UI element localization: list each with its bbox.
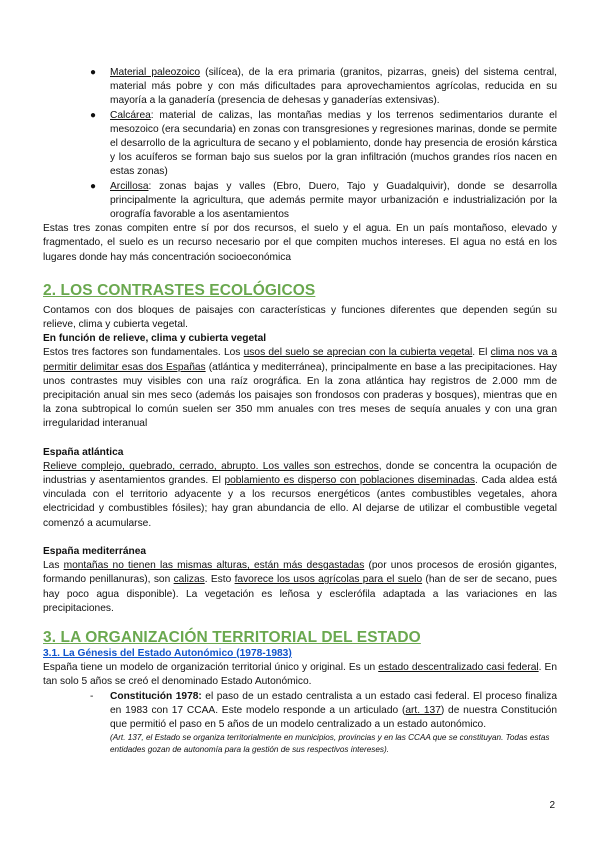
underlined-text: calizas (173, 574, 205, 586)
underlined-text: clima nos va a permitir delimitar esas dos Españas (43, 347, 558, 373)
text: (por unos procesos de erosión gigantes, formando penillanuras), son (43, 560, 557, 586)
text: . Cada aldea está vinculada con el territorio adyacente y a los recursos energéticos (antes combustibles vegetales, ahora electricidad y combustibles fósiles); hay gran abundancia de ello. Al dejarse de utilizar el combustible vegetal comenzó a acumularse. (43, 475, 558, 529)
subheading: España mediterránea (43, 545, 147, 557)
subheading: En función de relieve, clima y cubierta vegetal (43, 333, 267, 345)
dash-marker: - (90, 690, 94, 702)
text: . El (472, 347, 491, 359)
underlined-text: usos del suelo se aprecian con la cubierta vegetal (243, 347, 473, 359)
bullet-icon: ● (90, 67, 97, 78)
list-item (43, 180, 557, 223)
subsection-heading: 3.1. La Génesis del Estado Autonómico (1978-1983) (43, 647, 292, 659)
underlined-text: Relieve complejo, quebrado, cerrado, abrupto. Los valles son estrechos (43, 460, 379, 472)
paragraph-factores (43, 346, 557, 431)
text: España tiene un modelo de organización territorial único y original. Es un (43, 662, 379, 674)
text: el paso de un estado centralista a un estado casi federal. El proceso finaliza en 1983 con 17 CCAA. Este modelo responde a un articulado ( (110, 690, 557, 716)
text: ) de nuestra Constitución que permitió el paso en 5 años de un modelo centralizado a un estado autonómico. (110, 704, 557, 730)
underlined-text: montañas no tienen las mismas alturas, están más desgastadas (63, 560, 365, 572)
underlined-text: poblamiento es disperso con poblaciones diseminadas (224, 475, 475, 487)
list-item (43, 66, 557, 109)
text: . Esto (204, 574, 235, 586)
underlined-text: estado descentralizado casi federal (378, 662, 539, 674)
paragraph-mediterranea (43, 559, 557, 616)
paragraph-atlantica (43, 460, 557, 531)
note-article-137: (Art. 137, el Estado se organiza territorialmente en municipios, provincias y en las CCAA que se constituyan. Todas estas entidades gozan de autonomía para la gestión de sus respectivos intereses). (110, 733, 550, 754)
section-heading: 2. LOS CONTRASTES ECOLÓGICOS (43, 281, 316, 299)
underlined-text: art. 137 (405, 704, 441, 716)
text: : material de calizas, las montañas medias y los terrenos sedimentarios durante el mesozoico (era secundaria) en zonas con transgresiones y regresiones marinas, donde se permite el desarrollo de la agricultura de secano y el poblamiento, donde hay presencia de erosión kárstica y los acuíferos se forman bajo sus suelos por la gran infiltración (muchos grandes ríos nacen en estas zonas) (110, 109, 557, 178)
text: (han de ser de secano, pues hay poco agua disponible). La vegetación es leñosa y esclerófila adaptada a las variaciones en las precipitaciones. (43, 574, 557, 614)
paragraph-zonas: Estas tres zonas compiten entre sí por dos recursos, el suelo y el agua. En un país montañoso, elevado y fragmentado, el suelo es un recurso necesario por el que compiten muchos intereses. El agua no está en los lugares donde hay más concentración socioeconómica (43, 223, 557, 263)
paragraph-intro: Contamos con dos bloques de paisajes con características y funciones diferentes que dependen según su relieve, clima y cubierta vegetal. (43, 304, 557, 331)
section-heading: 3. LA ORGANIZACIÓN TERRITORIAL DEL ESTADO (43, 628, 421, 646)
document-page (43, 66, 557, 756)
page-number: 2 (549, 800, 555, 811)
list-item (43, 109, 557, 180)
paragraph-modelo (43, 661, 557, 689)
term: Arcillosa (110, 180, 149, 192)
text: Estos tres factores son fundamentales. Los (43, 347, 244, 359)
bold-text: Constitución 1978: (110, 690, 202, 702)
text: (atlántica y mediterránea), principalmente en base a las precipitaciones. Hay unos contrastes muy visibles con una raíz orográfica. En la zona atlántica hay registros de 2.000 mm de precipitación anual sin mes seco (además los paisajes son frondosos con praderas y bosques), mientras que en la zona subtropical lo común suelen ser 350 mm anuales con tres meses de sequía anuales y con una gran irregularidad interanual (43, 361, 557, 430)
dash-list-item (43, 690, 557, 733)
text: Las (43, 560, 64, 572)
term: Calcárea (110, 109, 151, 121)
underlined-text: favorece los usos agrícolas para el suelo (234, 574, 423, 586)
bullet-icon: ● (90, 180, 97, 192)
text: , donde se concentra la ocupación de industrias y asentamientos grandes. El (43, 460, 557, 487)
text: . En tan solo 5 años se creó el denominado Estado Autonómico. (43, 662, 557, 688)
text: (silícea), de la era primaria (granitos, pizarras, gneis) del sistema central, material más pobre y con más dificultades para aprovechamientos agrícolas, reducida en su mayoría a la ganadería (presencia de dehesas y ganaderías extensivas). (110, 67, 557, 107)
bullet-icon: ● (90, 109, 97, 121)
subheading: España atlántica (43, 446, 124, 458)
text: : zonas bajas y valles (Ebro, Duero, Tajo y Guadalquivir), donde se desarrolla principalmente la agricultura, que además permite mayor urbanización e industrialización por la orografía favorable a los asentamientos (110, 180, 557, 221)
term: Material paleozoico (110, 67, 201, 78)
